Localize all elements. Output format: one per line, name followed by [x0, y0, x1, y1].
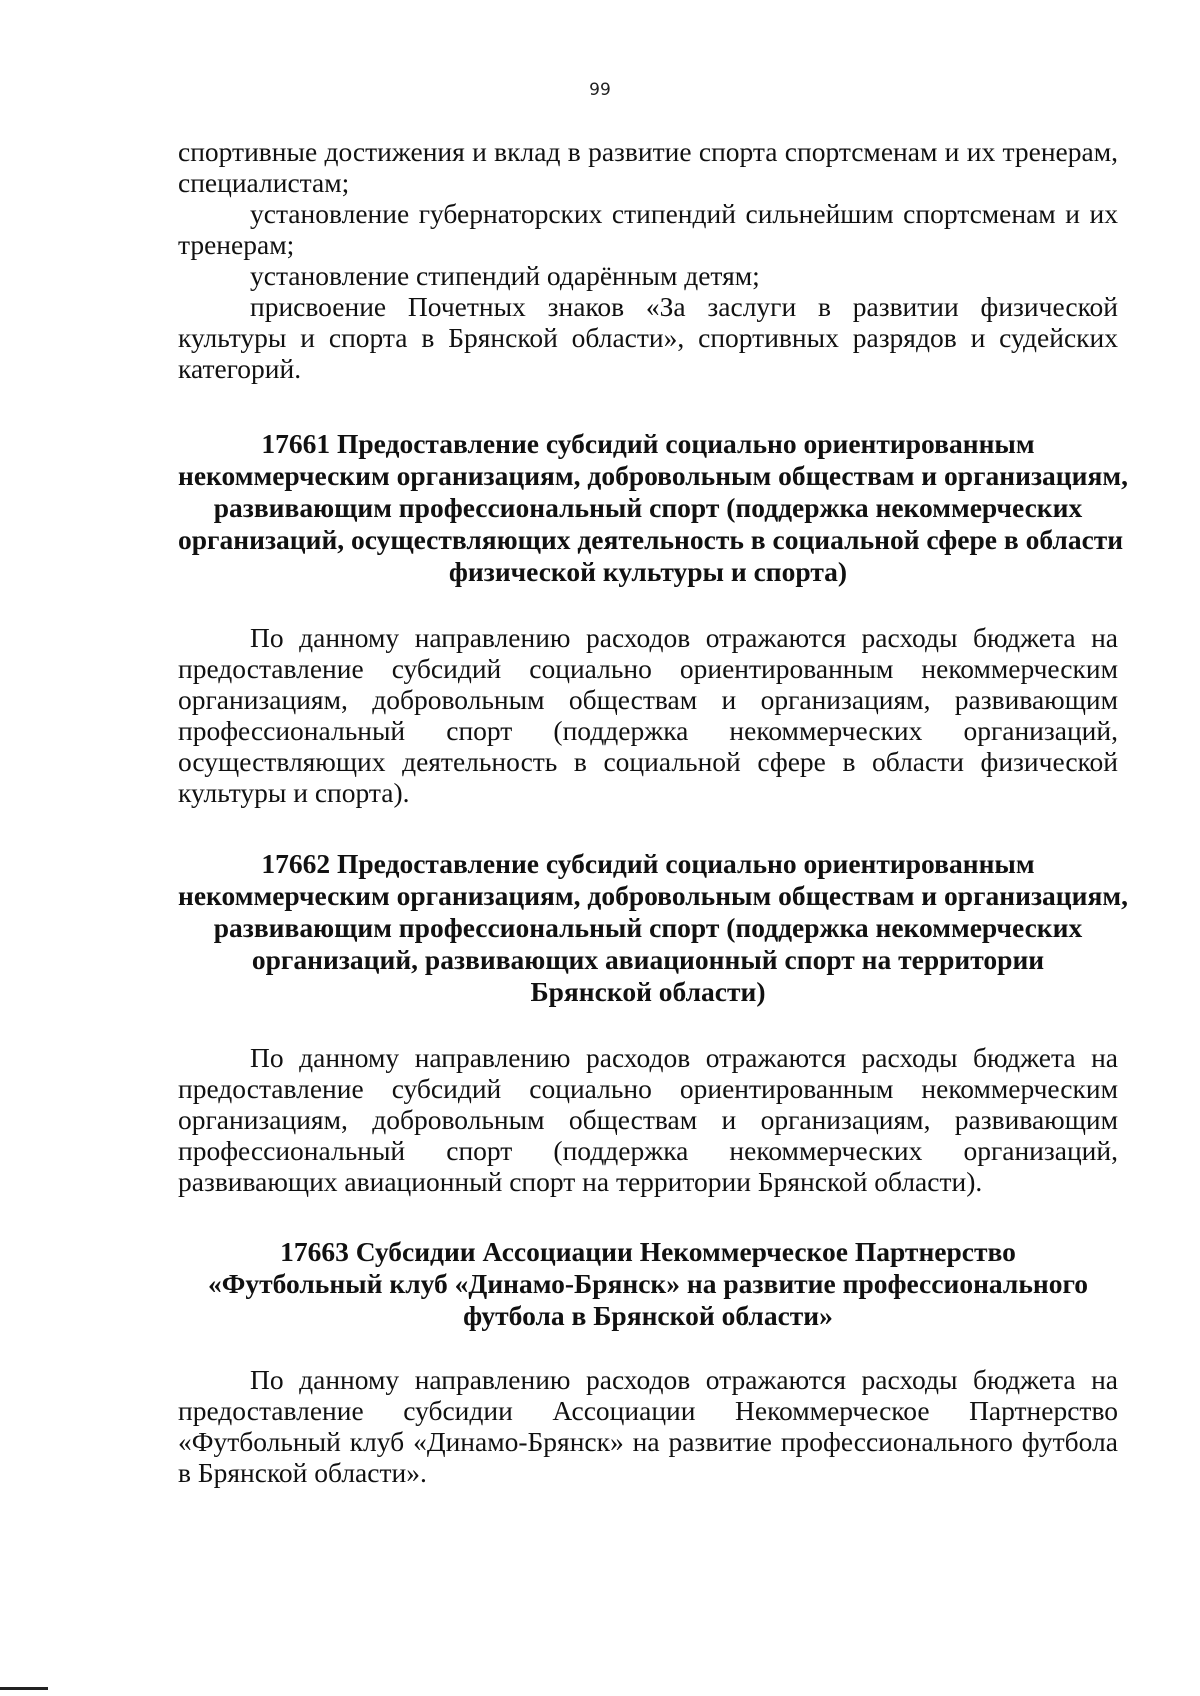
heading-line: 17663 Субсидии Ассоциации Некоммерческое Партнерство	[280, 1236, 1016, 1267]
heading-line: организаций, осуществляющих деятельность в социальной сфере в области	[178, 524, 1124, 555]
section-paragraph: По данному направлению расходов отражаются расходы бюджета на предоставление субсидий социально ориентированным некоммерческим организациям, добровольным обществам и организациям, развивающим профессиональный спорт (поддержка некоммерческих организаций, развивающих авиационный спорт на территории Брянской области).	[178, 1042, 1118, 1197]
section-body-17662	[178, 1042, 1118, 1197]
heading-line: некоммерческим организациям, добровольным обществам и организациям,	[178, 880, 1128, 911]
section-paragraph: По данному направлению расходов отражаются расходы бюджета на предоставление субсидии Ассоциации Некоммерческое Партнерство «Футбольный клуб «Динамо-Брянск» на развитие профессионального футбола в Брянской области».	[178, 1364, 1118, 1488]
page-number: 99	[589, 80, 611, 100]
heading-line: 17662 Предоставление субсидий социально ориентированным	[261, 848, 1035, 879]
intro-paragraph-3: установление стипендий одарённым детям;	[250, 260, 760, 291]
heading-line: некоммерческим организациям, добровольным обществам и организациям,	[178, 460, 1128, 491]
heading-line: организаций, развивающих авиационный спорт на территории	[251, 944, 1045, 975]
section-heading-17662	[178, 848, 1128, 1008]
intro-block	[178, 136, 1118, 384]
intro-paragraph-4: присвоение Почетных знаков «За заслуги в развитии физической культуры и спорта в Брянской области», спортивных разрядов и судейских категорий.	[178, 291, 1118, 384]
section-heading-17661	[178, 428, 1128, 588]
heading-line: «Футбольный клуб «Динамо-Брянск» на развитие профессионального	[207, 1268, 1089, 1299]
heading-line: Брянской области)	[530, 976, 766, 1007]
intro-paragraph-2: установление губернаторских стипендий сильнейшим спортсменам и их тренерам;	[178, 198, 1118, 260]
heading-line: физической культуры и спорта)	[448, 556, 848, 587]
heading-line: развивающим профессиональный спорт (поддержка некоммерческих	[213, 492, 1083, 523]
section-paragraph: По данному направлению расходов отражаются расходы бюджета на предоставление субсидий социально ориентированным некоммерческим организациям, добровольным обществам и организациям, развивающим профессиональный спорт (поддержка некоммерческих организаций, осуществляющих деятельность в социальной сфере в области физической культуры и спорта).	[178, 622, 1118, 808]
intro-paragraph-1: спортивные достижения и вклад в развитие спорта спортсменам и их тренерам, специалистам;	[178, 136, 1118, 198]
heading-line: 17661 Предоставление субсидий социально ориентированным	[261, 428, 1035, 459]
heading-line: развивающим профессиональный спорт (поддержка некоммерческих	[213, 912, 1083, 943]
scan-corner-mark	[0, 1687, 48, 1690]
section-heading-17663	[178, 1236, 1118, 1332]
heading-line: футбола в Брянской области»	[463, 1300, 833, 1331]
section-body-17661	[178, 622, 1118, 808]
section-body-17663	[178, 1364, 1118, 1488]
